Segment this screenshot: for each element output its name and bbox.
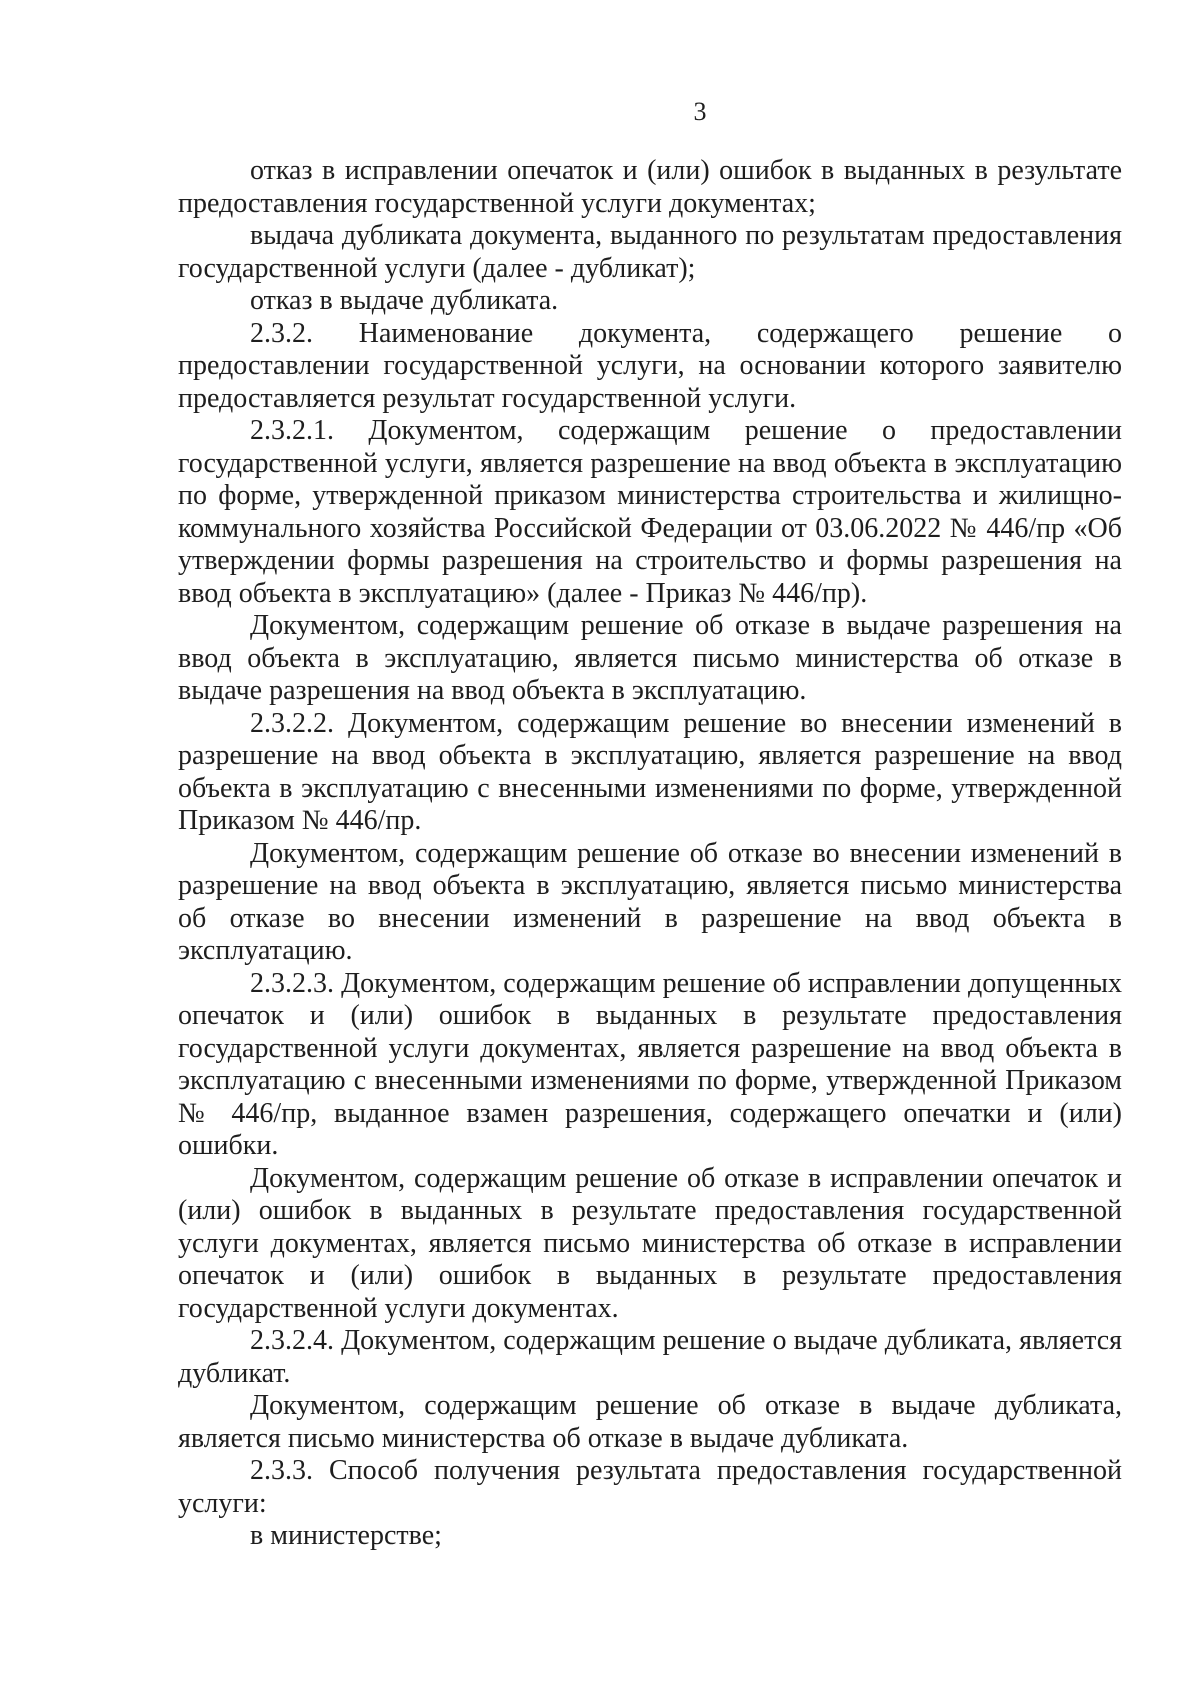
document-body <box>178 155 1122 1553</box>
paragraph-2-3-2-1: 2.3.2.1. Документом, содержащим решение о предоставлении государственной услуги, является разрешение на ввод объекта в эксплуатацию по форме, утвержденной приказом министерства строительства и жилищно-коммунального хозяйства Российской Федерации от 03.06.2022 № 446/пр «Об утверждении формы разрешения на строительство и формы разрешения на ввод объекта в эксплуатацию» (далее - Приказ № 446/пр). <box>178 415 1122 609</box>
paragraph-duplicate-refusal: отказ в выдаче дубликата. <box>250 285 559 316</box>
paragraph-duplicate-issue: выдача дубликата документа, выданного по результатам предоставления государственной услуги (далее - дубликат); <box>178 220 1122 284</box>
paragraph-2-3-2-4: 2.3.2.4. Документом, содержащим решение о выдаче дубликата, является дубликат. <box>178 1325 1122 1389</box>
paragraph-2-3-2-2: 2.3.2.2. Документом, содержащим решение во внесении изменений в разрешение на ввод объекта в эксплуатацию, является разрешение на ввод объекта в эксплуатацию с внесенными изменениями по форме, утвержденной Приказом № 446/пр. <box>178 707 1122 836</box>
paragraph-in-ministry: в министерстве; <box>250 1520 442 1551</box>
paragraph-refusal-correction: отказ в исправлении опечаток и (или) ошибок в выданных в результате предоставления государственной услуги документах; <box>178 155 1122 219</box>
paragraph-refusal-duplicate: Документом, содержащим решение об отказе в выдаче дубликата, является письмо министерства об отказе в выдаче дубликата. <box>178 1390 1122 1454</box>
paragraph-refusal-typos: Документом, содержащим решение об отказе в исправлении опечаток и (или) ошибок в выданных в результате предоставления государственной услуги документах, является письмо министерства об отказе в исправлении опечаток и (или) ошибок в выданных в результате предоставления государственной услуги документах. <box>178 1162 1122 1324</box>
paragraph-refusal-permit: Документом, содержащим решение об отказе в выдаче разрешения на ввод объекта в эксплуатацию, является письмо министерства об отказе в выдаче разрешения на ввод объекта в эксплуатацию. <box>178 610 1122 706</box>
page-number: 3 <box>693 97 707 126</box>
paragraph-2-3-3: 2.3.3. Способ получения результата предоставления государственной услуги: <box>178 1455 1122 1519</box>
paragraph-refusal-changes: Документом, содержащим решение об отказе во внесении изменений в разрешение на ввод объекта в эксплуатацию, является письмо министерства об отказе во внесении изменений в разрешение на ввод объекта в эксплуатацию. <box>178 837 1122 966</box>
paragraph-2-3-2-3: 2.3.2.3. Документом, содержащим решение об исправлении допущенных опечаток и (или) ошибок в выданных в результате предоставления государственной услуги документах, является разрешение на ввод объекта в эксплуатацию с внесенными изменениями по форме, утвержденной Приказом № 446/пр, выданное взамен разрешения, содержащего опечатки и (или) ошибки. <box>178 967 1122 1161</box>
paragraph-2-3-2: 2.3.2. Наименование документа, содержащего решение о предоставлении государственной услуги, на основании которого заявителю предоставляется результат государственной услуги. <box>178 317 1122 414</box>
